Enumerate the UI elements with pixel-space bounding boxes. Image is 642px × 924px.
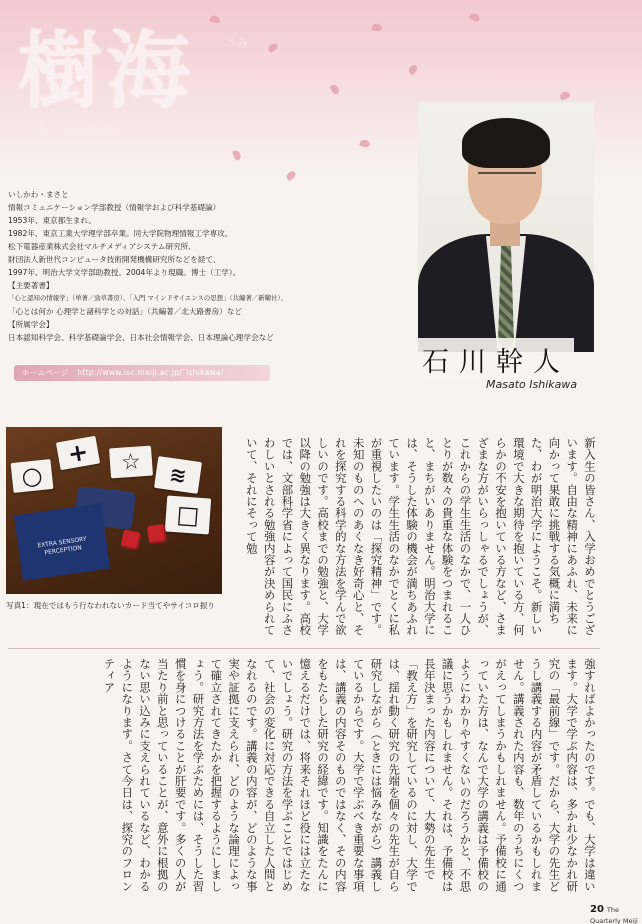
profile-line: 財団法人新世代コンピュータ技術開発機構研究所などを経て、 — [8, 255, 221, 264]
profile-line: いしかわ・まさと — [8, 190, 69, 199]
article-column-bottom: 強すればよかったのです。でも、大学は違います。大学で学ぶ内容は、多かれ少なかれ研究の「最前線」です。だから、大学の先生どうし講義する内容が矛盾しているかもしれません。講義された内容も、数年のうちにくつがえってしまうかもしれません。予備校に通っていた方は、なんで大学の講義は予備校のようにわかりやすくないのだろうかと、不思議に思うかもしれません。それは、予備校は長年決まった内容について、大勢の先生で「教え方」を研究しているのに対し、大学では、揺れ動く研究の先端を個々の先生が自ら研究しながら（ときには悩みながら）講義しているからです。大学で学ぶべき重要な事項は、講義の内容そのものではなく、その内容をもたらした研究の経緯です。知識をたんに憶えるだけでは、将来それほど役には立たないでしょう。研究の方法を学ぶことではじめて、社会の変化に対応できる自立した人間となれるのです。講義の内容が、どのような事実や証拠に支えられ、どのような論理によって確立されてきたかを把握するようにしましょう。研究方法を学ぶためには、そうした習慣を身につけることが肝要です。多くの人が当たり前と思っていることが、意外に根拠のない思い込みに支えられているなど、わかるようになります。さて今日は、探究のフロンティア — [102, 658, 597, 892]
column-title: 樹海 — [18, 21, 195, 120]
die-icon — [147, 524, 167, 544]
profile-line: 1997年、明治大学文学部助教授。2004年より現職。博士（工学）。 — [8, 268, 241, 277]
profile-heading-societies: 【所属学会】 — [8, 320, 54, 329]
column-divider — [8, 648, 600, 649]
profile-line: 1953年、東京都生まれ。 — [8, 216, 97, 225]
profile-line: 「心とは何か 心理学と諸科学との対話」（共編著／北大路書房）など — [8, 307, 243, 316]
petal-icon — [371, 23, 382, 32]
petal-icon — [209, 15, 221, 25]
portrait-hair — [462, 118, 550, 168]
author-portrait — [418, 102, 594, 352]
petal-icon — [329, 83, 340, 95]
profile-line: 「心と認知の情報学」（単著／勁草書房）、「入門 マインドサイエンスの思想」（共編著／新曜社）、 — [8, 294, 287, 302]
publication-name: The Quarterly Meiji — [590, 906, 638, 924]
petal-icon — [407, 63, 419, 75]
photo-caption: 写真1：現在ではもう行なわれないカード当てやサイコロ振り — [6, 601, 216, 610]
petal-icon — [469, 12, 481, 23]
petal-icon — [359, 139, 370, 148]
card-plus-icon: + — [56, 436, 100, 471]
petal-icon — [232, 150, 241, 161]
author-profile — [8, 188, 308, 344]
profile-line: 日本認知科学会、科学基礎論学会、日本社会情報学会、日本理論心理学会など — [8, 333, 274, 342]
card-square-icon: □ — [165, 496, 211, 535]
card-star-icon: ☆ — [109, 446, 153, 479]
petal-icon — [559, 91, 570, 100]
esp-cards-photo — [6, 427, 222, 594]
author-name-jp: 石川幹人 — [418, 338, 574, 381]
petal-icon — [267, 42, 279, 53]
author-name-en: Masato Ishikawa — [486, 378, 578, 391]
profile-line: 情報コミュニケーション学部教授（情報学および科学基礎論） — [8, 203, 221, 212]
profile-heading-books: 【主要著書】 — [8, 281, 54, 290]
card-circle-icon: ○ — [11, 459, 54, 493]
profile-line: 1982年、東京工業大学理学部卒業。同大学院物理情報工学専攻。 — [8, 229, 233, 238]
article-column-top: 新入生の皆さん、入学おめでとうございます。自由な精神にあふれ、未来に向かって果敢に挑戦する気概に満ちた、わが明治大学にようこそ。新しい環境で大きな期待を抱いている方、何らかの不安を抱いている方など、さまざまな方がいらっしゃるでしょうが、これからの学生生活のなかで、一人ひとりが数々の貴重な体験をつまれること、まちがいありません。明治大学には、そうした体験の機会が満ちあふれています。学生生活のなかでとくに私が重視したいのは「探究精神」です。未知のものへのあくなき好奇心と、それを探究する科学的な方法を学んで欲しいのです。高校までの勉強と、大学以降の勉強は大きく異なります。高校では、文部科学省によって国民にふさわしいとされる勉強内容が決められていて、それにそって勉 — [244, 437, 597, 636]
column-title-ruby: うみ — [226, 36, 248, 49]
homepage-link[interactable]: http://www.isc.meiji.ac.jp/˜ishikawa/ — [77, 368, 224, 377]
homepage-label: ホームページ — [22, 368, 69, 377]
column-subtitle: ぼくの技術 — [30, 120, 121, 138]
die-icon — [120, 529, 141, 550]
portrait-glasses — [478, 172, 536, 184]
page-number: 20 — [590, 904, 604, 915]
homepage-bar — [14, 365, 270, 381]
profile-line: 松下電器産業株式会社マルチメディアシステム研究所、 — [8, 242, 196, 251]
petal-icon — [285, 170, 297, 182]
page-footer — [590, 904, 642, 924]
esp-book: EXTRA SENSORY PERCEPTION — [14, 503, 110, 581]
card-waves-icon: ≋ — [154, 456, 202, 494]
